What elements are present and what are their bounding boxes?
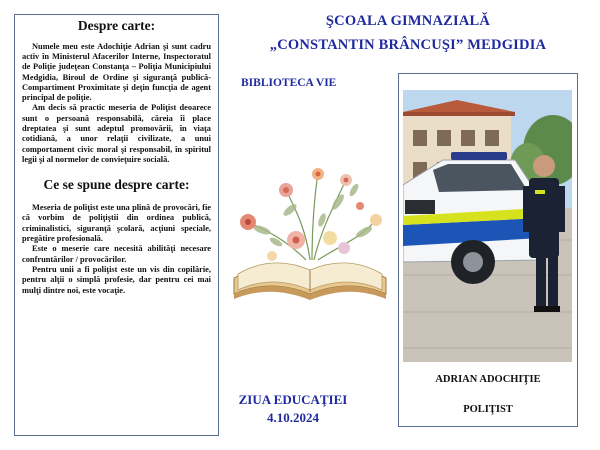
about-paragraph-2: Am decis să practic meseria de Poliţist deoarece sunt o persoană responsabilă, căreia îi place dreptatea şi sunt adeptul promovării, în viaţa cotidiană, a unor relaţii civilizate, a unui comportament civic moral şi responsabil, în spiritul legii şi al normelor de convieţuire socială. — [22, 103, 211, 165]
photo-illustration — [403, 90, 572, 362]
speaker-role: POLIŢIST — [463, 404, 513, 415]
book-flowers-illustration — [226, 160, 394, 308]
police-officer-photo — [403, 90, 572, 362]
said-paragraph-1: Meseria de poliţist este una plină de provocări, fie că vorbim de poliţiştii din ordinea publică, criminalistici, siguranţă şcolară, acţiuni speciale, pregătire profesională. — [22, 202, 211, 243]
school-title-line-2: „CONSTANTIN BRÂNCUŞI” MEDGIDIA — [269, 36, 547, 53]
speaker-name: ADRIAN ADOCHIŢIE — [435, 374, 541, 385]
said-paragraph-3: Pentru unii a fi poliţist este un vis din copilărie, pentru alţii o simplă profesie, dar pentru cei mai mulţi dintre noi, este vocaţie. — [22, 264, 211, 295]
event-info — [228, 391, 358, 426]
speaker-panel — [398, 73, 578, 427]
about-panel — [14, 14, 219, 436]
about-heading: Despre carte: — [77, 18, 156, 33]
said-heading: Ce se spune despre carte: — [43, 177, 190, 193]
event-title: ZIUA EDUCAŢIEI — [238, 392, 348, 407]
open-book-icon — [226, 160, 394, 308]
school-title-line-1: ŞCOALA GIMNAZIALĂ — [325, 13, 491, 29]
about-paragraph-1: Numele meu este Adochiţie Adrian şi sunt cadru activ în Ministerul Afacerilor Interne, Inspectoratul de Poliţie judeţean Constanţa – Poliţia Municipiului Medgidia, Biroul de Ordine şi siguranţă publică- Compartiment Proximitate şi deţin funcţia de agent principal de poliţie. — [22, 41, 211, 103]
school-title — [228, 10, 588, 58]
library-title: BIBLIOTECA VIE — [241, 77, 337, 89]
event-date: 4.10.2024 — [267, 409, 319, 425]
said-paragraph-2: Este o meserie care necesită abilităţi necesare confruntărilor / provocărilor. — [22, 244, 211, 264]
